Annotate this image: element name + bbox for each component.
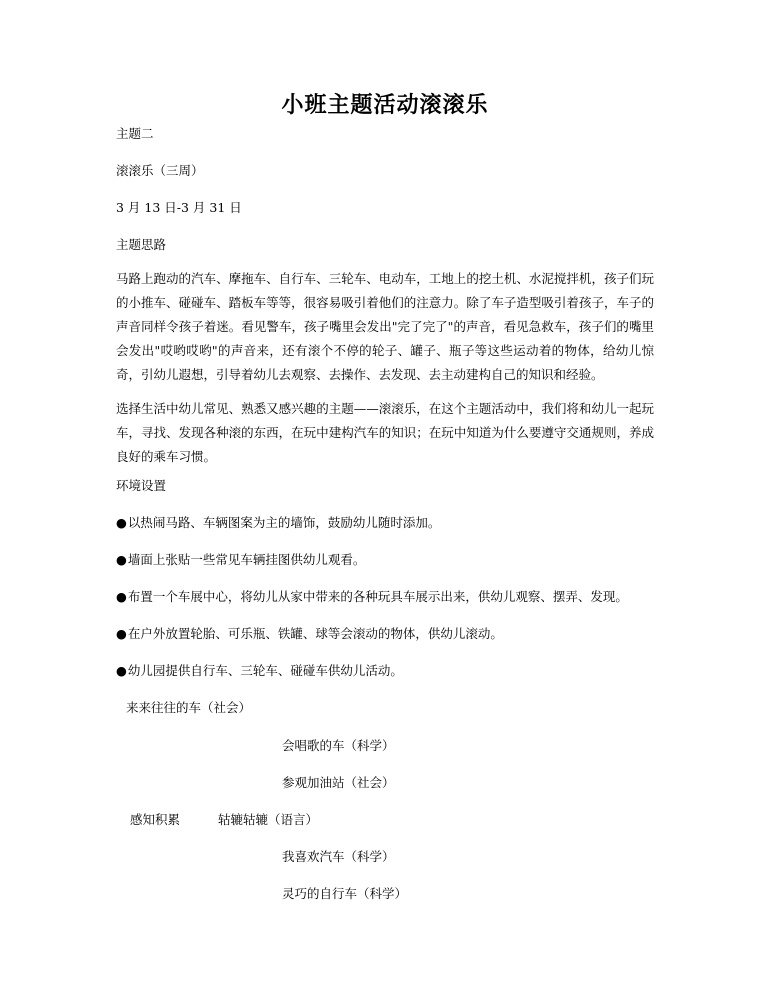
paragraph-thinking-1: 马路上跑动的汽车、摩拖车、自行车、三轮车、电动车，工地上的挖土机、水泥搅拌机，孩子们玩的小推车、碰碰车、踏板车等等，很容易吸引着他们的注意力。除了车子造型吸引着孩子，车子的声音同样令孩子着迷。看见警车，孩子嘴里会发出"完了完了"的声音，看见急救车，孩子们的嘴里会发出"哎哟哎哟"的声音来，还有滚个不停的轮子、罐子、瓶子等这些运动着的物体，给幼儿惊奇，引幼儿遐想，引导着幼儿去观察、去操作、去发现、去主动建构自己的知识和经验。 — [116, 271, 654, 382]
web-category-label: 感知积累 — [130, 812, 181, 827]
bullet-text: 墙面上张贴一些常见车辆挂图供幼儿观看。 — [127, 552, 366, 567]
bullet-text: 布置一个车展中心，将幼儿从家中带来的各种玩具车展示出来，供幼儿观察、摆弄、发现。 — [127, 589, 628, 604]
bullet-item — [116, 513, 440, 531]
paragraph-thinking-2: 选择生活中幼儿常见、熟悉又感兴趣的主题——滚滚乐，在这个主题活动中，我们将和幼儿一起玩车，寻找、发现各种滚的东西，在玩中建构汽车的知识；在玩中知道为什么要遵守交通规则，养成良好的乘车习惯。 — [116, 401, 654, 464]
web-item-singing-car: 会唱歌的车（科学） — [282, 738, 395, 753]
bullet-dot-icon: ● — [116, 663, 127, 678]
web-item-bicycle: 灵巧的自行车（科学） — [282, 886, 408, 901]
web-item-traffic: 来来往往的车（社会） — [126, 700, 252, 715]
bullet-dot-icon: ● — [116, 626, 127, 641]
bullet-item — [116, 624, 503, 642]
section-heading-environment: 环境设置 — [116, 478, 167, 493]
bullet-dot-icon: ● — [116, 515, 127, 530]
date-range: 3 月 13 日-3 月 31 日 — [116, 200, 242, 215]
theme-number: 主题二 — [116, 126, 154, 141]
bullet-dot-icon: ● — [116, 552, 127, 567]
bullet-item — [116, 661, 403, 679]
section-heading-thinking: 主题思路 — [116, 237, 167, 252]
bullet-item — [116, 587, 628, 605]
bullet-item — [116, 550, 365, 568]
web-item-wheels: 轱辘轱辘（语言） — [218, 812, 319, 827]
theme-name: 滚滚乐（三周） — [116, 163, 204, 178]
bullet-text: 以热闹马路、车辆图案为主的墙饰，鼓励幼儿随时添加。 — [127, 515, 441, 530]
web-item-like-cars: 我喜欢汽车（科学） — [282, 849, 395, 864]
bullet-dot-icon: ● — [116, 589, 127, 604]
bullet-text: 幼儿园提供自行车、三轮车、碰碰车供幼儿活动。 — [127, 663, 403, 678]
bullet-text: 在户外放置轮胎、可乐瓶、铁罐、球等会滚动的物体，供幼儿滚动。 — [127, 626, 503, 641]
web-item-gas-station: 参观加油站（社会） — [282, 775, 395, 790]
document-title: 小班主题活动滚滚乐 — [281, 92, 489, 118]
